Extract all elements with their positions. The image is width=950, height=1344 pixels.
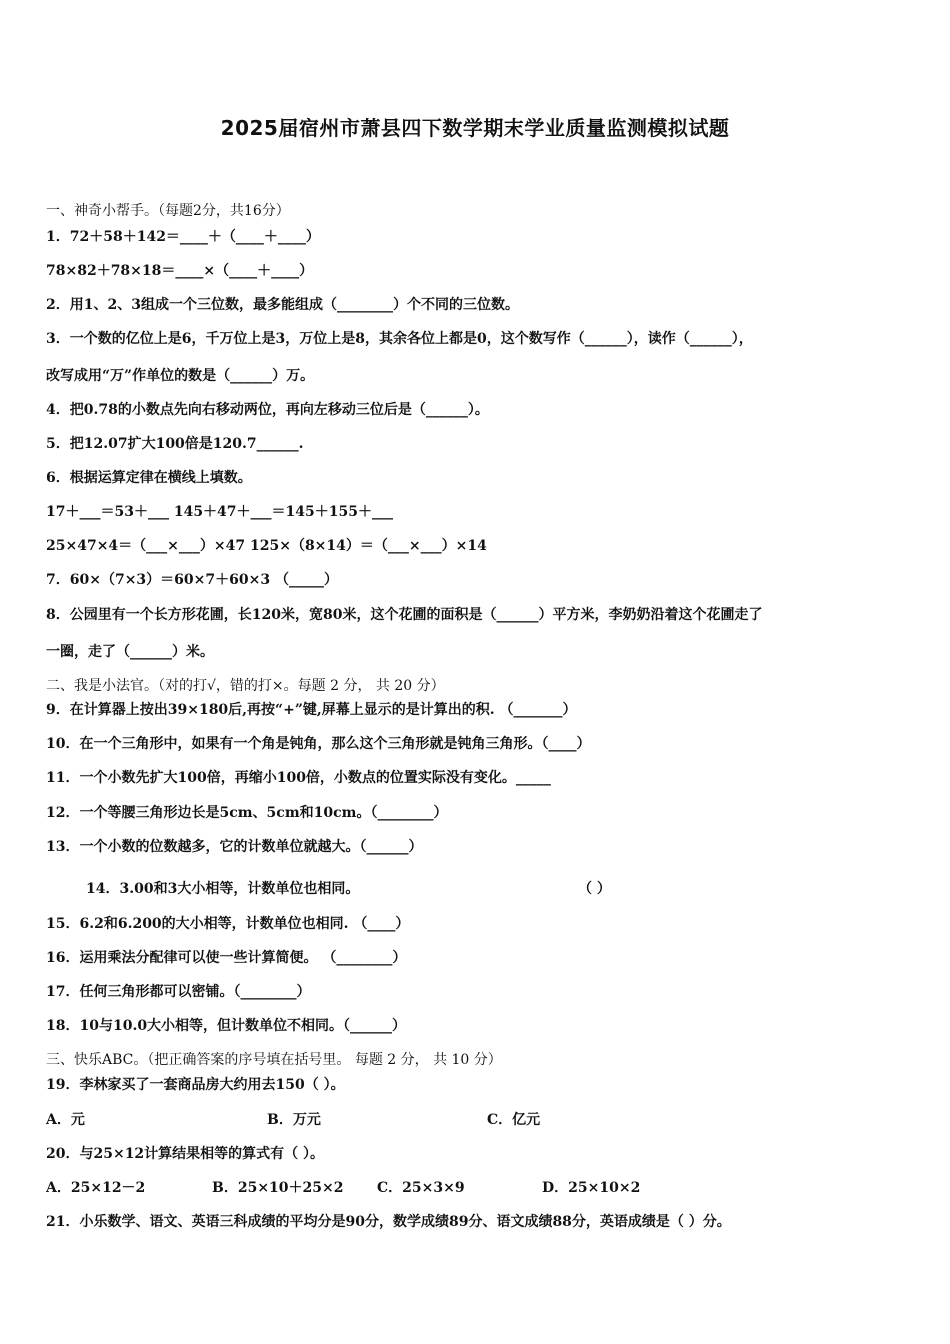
question-3b: 改写成用“万”作单位的数是（______）万。 xyxy=(46,368,315,384)
question-20-option-a: A．25×12－2 xyxy=(46,1180,146,1196)
question-18: 18．10与10.0大小相等，但计数单位不相同。（______） xyxy=(46,1018,407,1034)
question-12: 12．一个等腰三角形边长是5cm、5cm和10cm。（________） xyxy=(46,805,448,821)
question-5: 5．把12.07扩大100倍是120.7______. xyxy=(46,436,304,452)
question-1a: 1．72＋58＋142＝____＋（____＋____） xyxy=(46,229,320,245)
question-10: 10．在一个三角形中，如果有一个角是钝角，那么这个三角形就是钝角三角形。（____） xyxy=(46,736,591,752)
question-21: 21．小乐数学、语文、英语三科成绩的平均分是90分，数学成绩89分、语文成绩88分，英语成绩是（ ）分。 xyxy=(46,1214,731,1230)
question-3a: 3．一个数的亿位上是6，千万位上是3，万位上是8，其余各位上都是0，这个数写作（______），读作（______）， xyxy=(46,331,753,347)
question-16: 16．运用乘法分配律可以使一些计算简便。 （________） xyxy=(46,950,407,966)
question-6: 6．根据运算定律在横线上填数。 xyxy=(46,470,252,486)
question-9: 9．在计算器上按出39×180后,再按“+”键,屏幕上显示的是计算出的积. （_______） xyxy=(46,702,577,718)
question-15: 15．6.2和6.200的大小相等，计数单位也相同. （____） xyxy=(46,916,410,932)
question-7: 7．60×（7×3）＝60×7＋60×3 （_____） xyxy=(46,572,338,588)
question-20-option-b: B．25×10＋25×2 xyxy=(212,1180,344,1196)
question-19-option-b: B．万元 xyxy=(267,1112,321,1128)
question-20-option-c: C．25×3×9 xyxy=(377,1180,465,1196)
question-17: 17．任何三角形都可以密铺。（________） xyxy=(46,984,311,1000)
section-2-heading: 二、我是小法官。（对的打√，错的打×。每题 2 分， 共 20 分） xyxy=(46,678,445,694)
question-13: 13．一个小数的位数越多，它的计数单位就越大。（______） xyxy=(46,839,423,855)
question-19: 19．李林家买了一套商品房大约用去150（ ）。 xyxy=(46,1077,345,1093)
page-title: 2025届宿州市萧县四下数学期末学业质量监测模拟试题 xyxy=(220,116,730,140)
question-8a: 8．公园里有一个长方形花圃，长120米，宽80米，这个花圃的面积是（______）平方米，李奶奶沿着这个花圃走了 xyxy=(46,607,763,623)
question-2: 2．用1、2、3组成一个三位数，最多能组成（________）个不同的三位数。 xyxy=(46,297,519,313)
question-1b: 78×82＋78×18＝____×（____＋____） xyxy=(46,263,314,279)
question-8b: 一圈，走了（______）米。 xyxy=(46,644,214,660)
question-19-option-c: C．亿元 xyxy=(487,1112,541,1128)
question-20: 20．与25×12计算结果相等的算式有（ ）。 xyxy=(46,1146,325,1162)
question-6b: 25×47×4＝（___×___）×47 125×（8×14）＝（___×___）×14 xyxy=(46,538,487,554)
question-20-option-d: D．25×10×2 xyxy=(542,1180,641,1196)
question-14-answer-bracket: （ ） xyxy=(578,881,611,897)
question-11: 11．一个小数先扩大100倍，再缩小100倍，小数点的位置实际没有变化。_____ xyxy=(46,770,551,786)
section-1-heading: 一、神奇小帮手。（每题2分，共16分） xyxy=(46,203,290,219)
question-4: 4．把0.78的小数点先向右移动两位，再向左移动三位后是（______）。 xyxy=(46,402,489,418)
question-19-option-a: A．元 xyxy=(46,1112,85,1128)
question-6a: 17＋___＝53＋___ 145＋47＋___＝145＋155＋___ xyxy=(46,504,393,520)
question-14: 14．3.00和3大小相等，计数单位也相同。 xyxy=(86,881,360,897)
section-3-heading: 三、快乐ABC。（把正确答案的序号填在括号里。 每题 2 分， 共 10 分） xyxy=(46,1052,502,1068)
